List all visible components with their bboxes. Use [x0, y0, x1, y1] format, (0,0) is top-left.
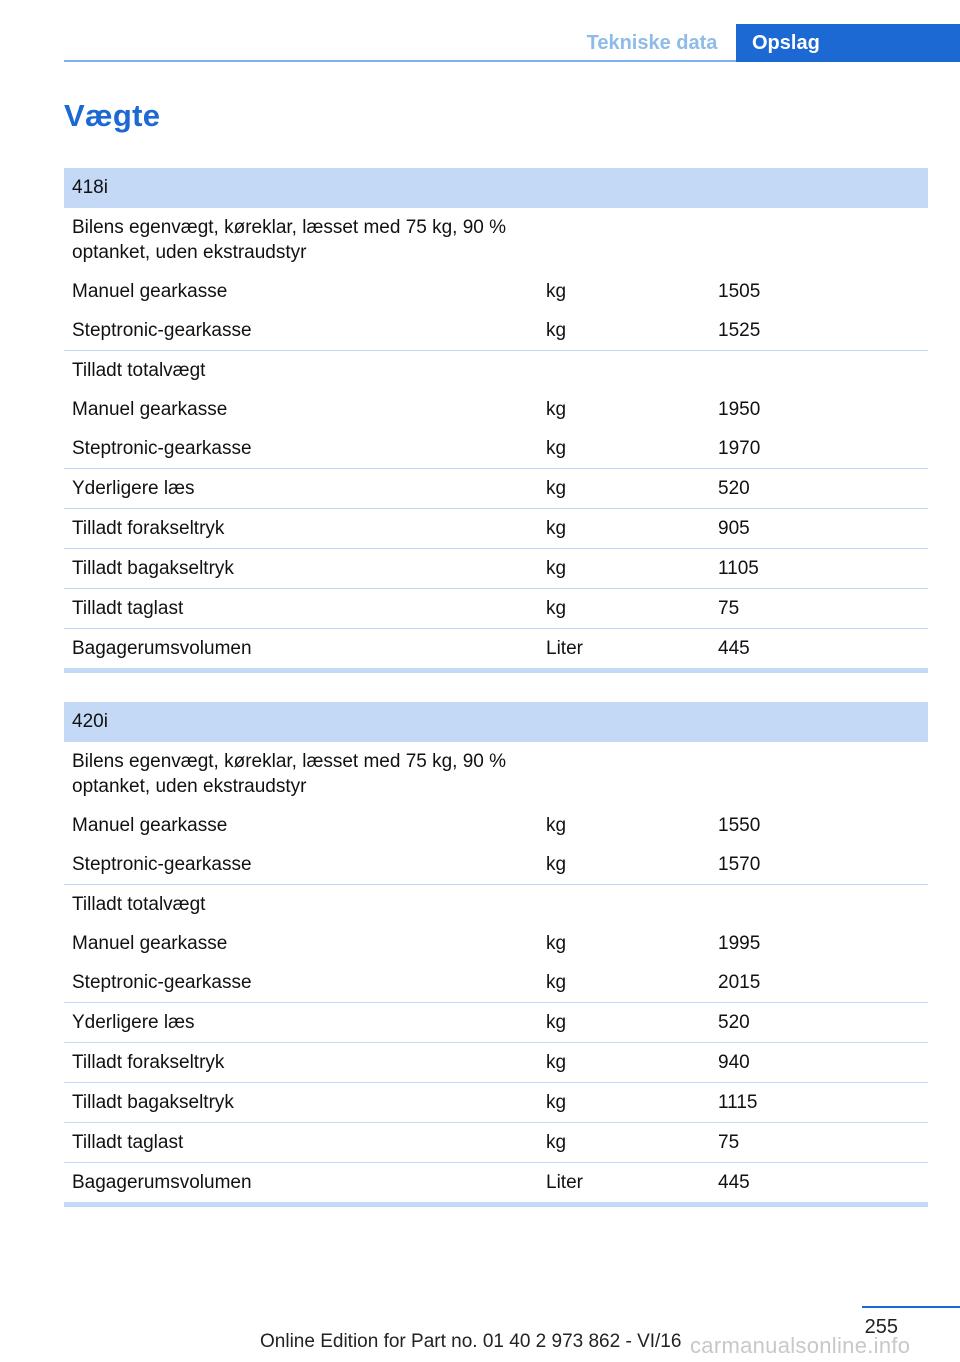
row-unit: kg	[546, 932, 567, 954]
row-value	[710, 742, 928, 806]
table-row	[64, 509, 928, 549]
row-value: 2015	[710, 963, 928, 1003]
table-row	[64, 549, 928, 589]
row-value: 445	[710, 629, 928, 671]
tab-tekniske-data[interactable]: Tekniske data	[586, 32, 718, 54]
row-label: Yderligere læs	[64, 1003, 538, 1043]
weights-table-420i	[64, 702, 928, 1207]
watermark: carmanualsonline.info	[690, 1333, 911, 1358]
row-unit: kg	[538, 845, 710, 885]
row-value: 1525	[710, 311, 928, 351]
row-value: 1105	[710, 549, 928, 589]
row-label: Steptronic-gearkasse	[64, 429, 538, 469]
table-row	[64, 589, 928, 629]
table-row	[64, 1163, 928, 1205]
row-label: Steptronic-gearkasse	[64, 963, 538, 1003]
row-value	[710, 351, 928, 391]
model-heading: 418i	[64, 168, 928, 208]
table-row	[64, 1003, 928, 1043]
row-unit: kg	[546, 814, 567, 836]
table-row	[64, 742, 928, 806]
table-header-row	[64, 168, 928, 208]
row-value: 75	[710, 589, 928, 629]
table-row	[64, 390, 928, 429]
table-row	[64, 1083, 928, 1123]
row-label: Steptronic-gearkasse	[64, 311, 538, 351]
row-value: 1115	[710, 1083, 928, 1123]
row-unit: kg	[538, 549, 710, 589]
row-label: Manuel gearkasse	[72, 398, 228, 420]
row-unit: Liter	[538, 1163, 710, 1205]
row-value	[710, 208, 928, 272]
row-unit: kg	[538, 1043, 710, 1083]
table-row	[64, 845, 928, 885]
table-row	[64, 885, 928, 925]
table-row	[64, 272, 928, 311]
edition-note: Online Edition for Part no. 01 40 2 973 862 - VI/16	[260, 1331, 682, 1352]
model-heading: 420i	[64, 702, 928, 742]
row-unit: kg	[546, 398, 567, 420]
table-row	[64, 208, 928, 272]
row-value: 1570	[710, 845, 928, 885]
weights-table-418i	[64, 168, 928, 673]
table-row	[64, 629, 928, 671]
row-unit: kg	[538, 1003, 710, 1043]
table-row	[64, 1043, 928, 1083]
row-unit: kg	[538, 589, 710, 629]
row-unit: kg	[538, 1083, 710, 1123]
row-label: Tilladt bagakseltryk	[64, 549, 538, 589]
table-header-row	[64, 702, 928, 742]
table-row	[64, 351, 928, 391]
row-unit: kg	[538, 509, 710, 549]
tab-opslag[interactable]: Opslag	[736, 24, 960, 62]
row-label: Tilladt bagakseltryk	[64, 1083, 538, 1123]
row-unit: kg	[538, 469, 710, 509]
row-label: Bilens egenvægt, køreklar, læsset med 75 kg, 90 % optanket, uden ekstraudstyr	[72, 751, 507, 797]
table-row	[64, 311, 928, 351]
row-value: 75	[710, 1123, 928, 1163]
row-label: Manuel gearkasse	[72, 814, 228, 836]
row-label: Tilladt totalvægt	[72, 893, 206, 915]
row-label: Manuel gearkasse	[72, 932, 228, 954]
row-value: 1995	[718, 932, 761, 954]
row-value	[710, 885, 928, 925]
row-label: Tilladt forakseltryk	[64, 509, 538, 549]
table-row	[64, 1123, 928, 1163]
row-value: 1505	[718, 280, 761, 302]
row-value: 1970	[710, 429, 928, 469]
table-row	[64, 924, 928, 963]
row-value: 520	[710, 469, 928, 509]
row-value: 1950	[718, 398, 761, 420]
row-label: Bagagerumsvolumen	[64, 629, 538, 671]
row-label: Manuel gearkasse	[72, 280, 228, 302]
table-row	[64, 963, 928, 1003]
row-value: 905	[710, 509, 928, 549]
row-label: Yderligere læs	[64, 469, 538, 509]
row-unit: kg	[538, 963, 710, 1003]
row-value: 1550	[718, 814, 761, 836]
table-row	[64, 469, 928, 509]
row-unit: kg	[538, 1123, 710, 1163]
row-unit: kg	[538, 311, 710, 351]
row-label: Bilens egenvægt, køreklar, læsset med 75 kg, 90 % optanket, uden ekstraudstyr	[72, 217, 507, 263]
row-label: Tilladt taglast	[64, 589, 538, 629]
row-unit	[538, 351, 710, 391]
row-unit	[538, 742, 710, 806]
row-unit: Liter	[538, 629, 710, 671]
row-value: 940	[710, 1043, 928, 1083]
row-label: Tilladt totalvægt	[72, 359, 206, 381]
page-title: Vægte	[64, 98, 161, 133]
row-value: 445	[710, 1163, 928, 1205]
row-label: Tilladt taglast	[64, 1123, 538, 1163]
table-row	[64, 806, 928, 845]
row-label: Steptronic-gearkasse	[64, 845, 538, 885]
row-unit: kg	[546, 280, 567, 302]
table-row	[64, 429, 928, 469]
row-label: Tilladt forakseltryk	[64, 1043, 538, 1083]
page-number: 255	[864, 1316, 898, 1338]
row-unit	[538, 885, 710, 925]
row-value: 520	[710, 1003, 928, 1043]
row-unit	[538, 208, 710, 272]
row-unit: kg	[538, 429, 710, 469]
footer-rule	[862, 1306, 960, 1308]
row-label: Bagagerumsvolumen	[64, 1163, 538, 1205]
